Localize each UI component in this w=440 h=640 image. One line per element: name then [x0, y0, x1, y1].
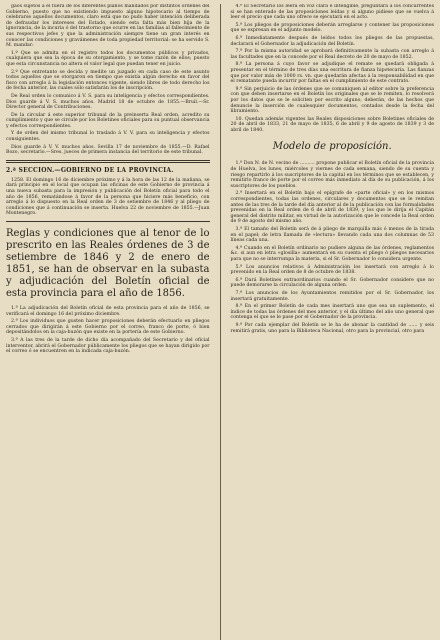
column-divider: [220, 4, 221, 640]
paragraph: De Real orden lo comunico á V. S. para su inteligencia y efectos correspondientes. Dios guarde á V. S. muchos años. Madrid 18 de octubre de 1855.—Bruil.—Sr. Director general de Contribuciones.: [6, 93, 210, 111]
paragraph: 6.ª Inmediatamente después de leídos todos los pliegos de las propuestas, declarará el Gobernador la adjudicación del Boletín.: [230, 35, 434, 47]
paragraph: gaos sujetos á él fuera de los diferentes planos mandados por distintos órdenes del Gobierno, puesto que no existiendo impuesto alguno hipotecario al tiempo de celebrarse aquellos documentos, claro está que no pudo haber intención deliberada de defraudar los intereses del Estado, siendo esta falta más bien hija de la ignorancia, de la incuria ó del trastorno que ocurre en las familias al fallecimiento de sus respectivos jefes y que la administración siempre tiene un gran interés en conocer las condiciones y gravámenes de toda propiedad territorial: se ha servido S. M. mandar:: [6, 4, 210, 49]
paragraph: 4.ª El Secretario los leerá en voz clara é inteligible, preguntará á los concurrentes si se han enterado de las proposiciones leídas y si alguno pidiese que se vuelva á leer el precio que cada uno ofrece se ejecutará en el acto.: [230, 4, 434, 21]
paragraph: Y de orden del mismo tribunal lo traslado á V. V. para su inteligencia y efectos consiguientes.: [6, 131, 210, 143]
paragraph: 2.ª Los individuos que gusten hacer proposiciones deberán efectuarlo en pliegos cerrados que dirigirán á este Gobierno por el correo, franco de porte, ó bien depositándolos en la caja-buzón que existe en la portería de este Gobierno.: [6, 319, 210, 336]
paragraph: 8.ª En el primer Boletín de cada mes insertará uno que sea un suplemento, el índice de todas las órdenes del mes anterior, y el día último del año uno general que contenga el que se le pase por el Gobernador de la provincia.: [230, 304, 434, 321]
paragraph: 3.ª A las tres de la tarde de dicho día acompañado del Secretario y del oficial interventor, abrirá el Gobernador públicamente los pliegos que se hayan dirigido por el correo ó se encuentren en la indicada caja-buzón.: [6, 337, 210, 355]
paragraph: 6.ª Dará Boletines extraordinarios cuando el Sr. Gobernador considere que no puede demorarse la circulación de alguna orden.: [230, 277, 434, 289]
two-column-layout: [6, 4, 434, 640]
paragraph: 7.ª Por la misma autoridad se aprobará definitivamente la subasta con arreglo á las facultades que en la concede por el Real decreto de 20 de mayo de 1852.: [230, 49, 434, 60]
paragraph: 9.ª Sin perjuicio de las órdenes que se comuniquen al editor sobre la preferencia con que deben insertarse en el Boletín los originales que se le remiten, lo resolverá por los datos que se le soliciten por escrito alguno, deberán, de las hechos que denuncie la inserción de cualesquier documentos, contados desde la fecha del libramiento.: [230, 86, 434, 115]
conditions-heading: Reglas y condiciones que al tenor de lo prescrito en las Reales órdenes de 3 de setiembre de 1846 y 2 de enero de 1851, se han de observar en la subasta y adjudicación del Boletín oficial de esta provincia para el año de 1856.: [6, 228, 210, 299]
paragraph: 3.ª El tamaño del Boletín será de á pliego de marquilla más ó menos de la tirada en el papel; de letra llamada de «lectura» llevando cada una dos columnas de 53 líneas cada una.: [230, 227, 434, 244]
right-column: [230, 4, 434, 640]
paragraph: 1.º Que se admita en el registro todos los documentos públicos y privados, cualquiera que sea la época de su otorgamiento, y se tome razón de ellos; puesto que esta circunstancia no altera el valor legal que puedan tener en juicio.: [6, 50, 210, 67]
paragraph: 4.ª Cuando en el Boletín ordinario no pudiere alguna de las órdenes, reglamentos &c. si aun en letra «glosilla» aumentará en su cuenta el pliego ó pliegos necesarios para que no se interrumpa la materia, si el Sr. Gobernador lo considera urgente.: [230, 245, 434, 262]
left-top-block: [6, 4, 210, 156]
paragraph: 1.ª Don N. de N. vecino de .......... propone publicar el Boletín oficial de la provincia de Huelva, los lunes, miércoles y viernes de cada semana, siendo de su cuenta y riesgo repartirlo á los suscriptores de la capital en los términos que se establecen, y remitirlo franco de porte por el correo más inmediato al día de su publicación, á los suscriptores de los pueblos.: [230, 161, 434, 189]
section-header: 2.ª SECCION.—GOBIERNO DE LA PROVINCIA.: [6, 166, 174, 174]
left-column: [6, 4, 210, 640]
paragraph: De la circular á este superior tribunal de la preinserta Real orden, acredito su cumplimiento y que se circule por los Boletines oficiales para su puntual observancia y efectos correspondientes.: [6, 112, 210, 129]
model-title: Modelo de proposición.: [272, 141, 392, 153]
paragraph: 9.ª Por cada ejemplar del Boletín se le ha de abonar la cantidad de ...... y seis remitirá gratis, uno para la Biblioteca Nacional, otro para la provincial, otro para: [230, 322, 434, 334]
paragraph: 5.ª Los anuncios relativos á Administración los insertará con arreglo á lo prevenido en la Real orden de 8 de octubre de 1838.: [230, 264, 434, 276]
paragraph: 8.ª La persona á cuyo favor se adjudique el remate se quedará obligada á presentar en el término de tres días una escritura de fianza hipotecaria. Las fianzas que por valor máx de 1000 rs. vn. que quedarán afectas á la responsabilidad en que el rematante pueda incurrir por faltas en el cumplimiento de este contrato.: [230, 62, 434, 85]
paragraph: 7.ª Los anuncios de los Ayuntamientos remitidos por el Sr. Gobernador, los insertará gratuitamente.: [230, 290, 434, 302]
paragraph: 2.º Que entretanto se decida y medite un juzgado en cada caso de este asunto todos aquellos que se otorgaron en tiempo que existía algún derecho en favor del fisco con arreglo á la legislación entonces vigente, siendo libres de todo derecho los de fecha anterior, las cuales sólo satisfarán los de inscripción.: [6, 69, 210, 92]
paragraph: 5.ª Los pliegos de proposiciones deberán arreglarse y contener las proposiciones que se expresan en el adjunto modelo.: [230, 22, 434, 34]
paragraph: 10. Quedan además vigentes las Reales disposiciones sobre Boletines oficiales de 20 de abril de 1833, 21 de mayo de 1835, 6 de abril y 9 de agosto de 1839 y 3 de abril de 1840.: [230, 116, 434, 133]
paragraph: 2.ª Insertará en el Boletín bajo el epígrafe de «parte oficial» y en los mismos correspondientes, todas las ordenes, circulares y documentos que se le remitan antes de las tres de la tarde del día anterior al de la publicación con las formalidades prevenidas en la Real orden de 6 de abril de 1839, y los que le dirija el Capitán general del distrito militar, en virtud de la autorización que le concede la Real orden de 9 de agosto del mismo año.: [230, 191, 434, 225]
paragraph: 1258. El domingo 16 de diciembre próximo y á la hora de las 12 de la mañana, se dará principio en el local que ocupan las oficinas de este Gobierno de provincia á una nueva subasta para la impresión y publicación del Boletín oficial para todo el año de 1856, rematándose á favor de la persona que hiciere más beneficio, con arreglo á lo dispuesto en la Real orden de 3 de setiembre de 1846 y al pliego de condiciones que á continuación se inserta. Huelva 22 de noviembre de 1855.—Juan Montenegro.: [6, 177, 210, 217]
paragraph: 1.ª La adjudicación del Boletín oficial de esta provincia para el año de 1856, se verificará el domingo 16 del próximo diciembre.: [6, 306, 210, 317]
section-divider: [6, 160, 210, 163]
paragraph: Dios guarde á V. V. muchos años. Sevilla 17 de noviembre de 1855.—D. Rafael Bozo, secretario.—Sres. jueces de primera instancia del territorio de este tribunal.: [6, 144, 210, 156]
divider: [6, 221, 210, 222]
